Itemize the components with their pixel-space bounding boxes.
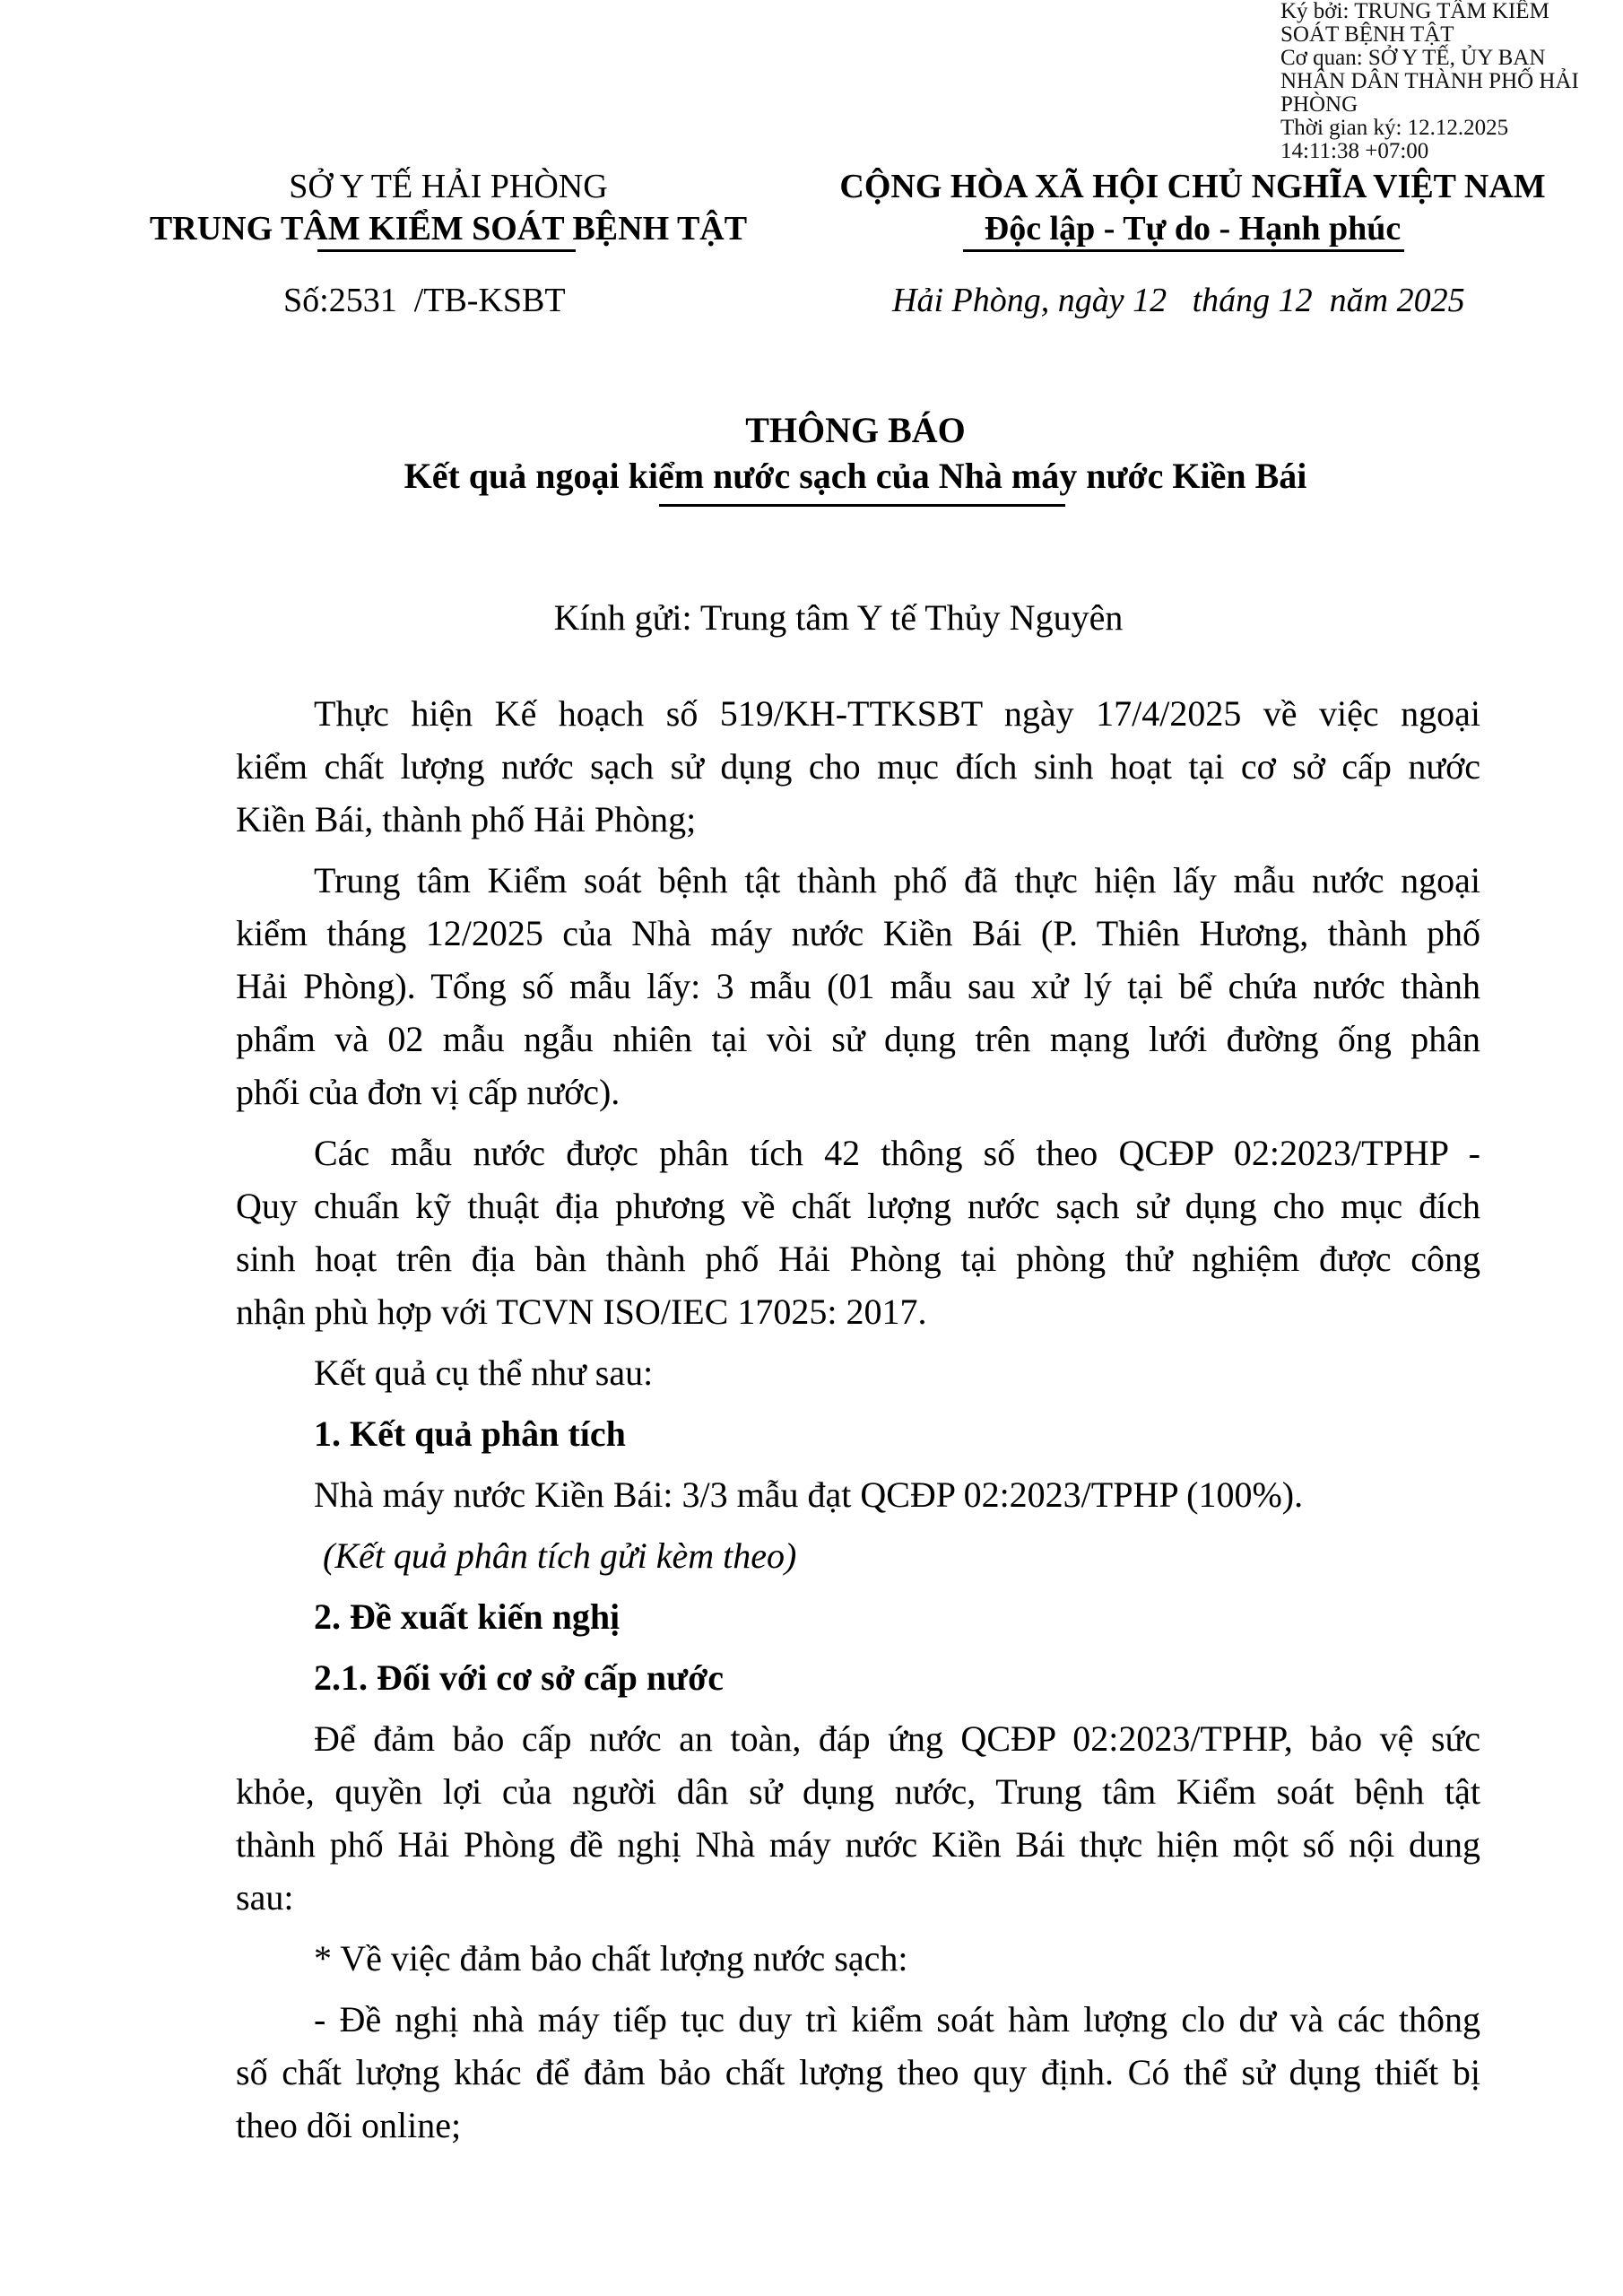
motto-underline — [963, 249, 1404, 252]
place-and-date: Hải Phòng, ngày 12 tháng 12 năm 2025 — [892, 282, 1465, 319]
text-line: Để đảm bảo cấp nước an toàn, đáp ứng QCĐP 02:2023/TPHP, bảo vệ sức — [314, 1718, 1480, 1759]
signature-line: SOÁT BỆNH TẬT — [1280, 22, 1454, 47]
text-line: nhận phù hợp với TCVN ISO/IEC 17025: 2017. — [236, 1292, 927, 1332]
text-line: - Đề nghị nhà máy tiếp tục duy trì kiểm soát hàm lượng clo dư và các thông — [314, 1999, 1480, 2039]
text-line: khỏe, quyền lợi của người dân sử dụng nước, Trung tâm Kiểm soát bệnh tật — [236, 1771, 1480, 1812]
signature-line: Cơ quan: SỞ Y TẾ, ỦY BAN — [1280, 46, 1546, 70]
signature-line: Ký bởi: TRUNG TÂM KIỂM — [1280, 0, 1549, 23]
subsection-heading-water-supplier: 2.1. Đối với cơ sở cấp nước — [314, 1657, 725, 1698]
text-line: kiểm tháng 12/2025 của Nhà máy nước Kiền Bái (P. Thiên Hương, thành phố — [236, 913, 1480, 953]
text-line: Thực hiện Kế hoạch số 519/KH-TTKSBT ngày 17/4/2025 về việc ngoại — [314, 693, 1480, 734]
national-motto: Độc lập - Tự do - Hạnh phúc — [984, 210, 1402, 248]
signature-line: PHÒNG — [1280, 92, 1358, 117]
signature-line: Thời gian ký: 12.12.2025 — [1280, 116, 1509, 140]
results-summary: Nhà máy nước Kiền Bái: 3/3 mẫu đạt QCĐP 02:2023/TPHP (100%). — [314, 1474, 1304, 1515]
text-line: phối của đơn vị cấp nước). — [236, 1072, 621, 1112]
digital-signature-block — [1280, 0, 1621, 163]
paragraph-recommendation — [236, 1712, 1480, 1924]
agency-parent: SỞ Y TẾ HẢI PHÒNG — [289, 168, 608, 205]
text-line: phẩm và 02 mẫu ngẫu nhiên tại vòi sử dụng trên mạng lưới đường ống phân — [236, 1019, 1480, 1059]
document-number: Số:2531 /TB-KSBT — [283, 282, 566, 319]
text-line: Quy chuẩn kỹ thuật địa phương về chất lượng nước sạch sử dụng cho mục đích — [236, 1186, 1480, 1226]
section-heading-recommendations: 2. Đề xuất kiến nghị — [314, 1596, 621, 1637]
paragraph-chlorine-control — [236, 1993, 1480, 2152]
text-line: Các mẫu nước được phân tích 42 thông số theo QCĐP 02:2023/TPHP - — [314, 1133, 1480, 1173]
country-name: CỘNG HÒA XÃ HỘI CHỦ NGHĨA VIỆT NAM — [839, 168, 1546, 205]
signature-line: NHÂN DÂN THÀNH PHỐ HẢI — [1280, 69, 1579, 93]
results-intro: Kết quả cụ thể như sau: — [314, 1352, 654, 1393]
paragraph-analysis — [236, 1126, 1480, 1338]
text-line: Hải Phòng). Tổng số mẫu lấy: 3 mẫu (01 mẫu sau xử lý tại bể chứa nước thành — [236, 966, 1480, 1006]
paragraph-plan-reference — [236, 687, 1480, 846]
text-line: Trung tâm Kiểm soát bệnh tật thành phố đã thực hiện lấy mẫu nước ngoại — [314, 860, 1480, 900]
text-line: thành phố Hải Phòng đề nghị Nhà máy nước Kiền Bái thực hiện một số nội dung — [236, 1824, 1480, 1865]
text-line: sinh hoạt trên địa bàn thành phố Hải Phòng tại phòng thử nghiệm được công — [236, 1239, 1480, 1279]
document-title: THÔNG BÁO — [745, 410, 966, 450]
agency-name: TRUNG TÂM KIỂM SOÁT BỆNH TẬT — [149, 210, 748, 248]
paragraph-sampling — [236, 854, 1480, 1118]
quality-heading: * Về việc đảm bảo chất lượng nước sạch: — [314, 1938, 908, 1979]
recipient: Kính gửi: Trung tâm Y tế Thủy Nguyên — [553, 597, 1124, 638]
document-body — [236, 687, 1480, 2152]
signature-line: 14:11:38 +07:00 — [1280, 139, 1429, 163]
attachment-note: (Kết quả phân tích gửi kèm theo) — [323, 1535, 797, 1576]
section-heading-results: 1. Kết quả phân tích — [314, 1413, 626, 1454]
text-line: số chất lượng khác để đảm bảo chất lượng theo quy định. Có thể sử dụng thiết bị — [236, 2052, 1480, 2092]
text-line: theo dõi online; — [236, 2105, 462, 2145]
text-line: Kiền Bái, thành phố Hải Phòng; — [236, 799, 697, 839]
document-subtitle: Kết quả ngoại kiểm nước sạch của Nhà máy nước Kiền Bái — [404, 456, 1307, 496]
title-underline — [659, 504, 1065, 507]
agency-underline — [317, 249, 576, 252]
text-line: sau: — [236, 1877, 294, 1918]
text-line: kiểm chất lượng nước sạch sử dụng cho mục đích sinh hoạt tại cơ sở cấp nước — [236, 746, 1480, 787]
